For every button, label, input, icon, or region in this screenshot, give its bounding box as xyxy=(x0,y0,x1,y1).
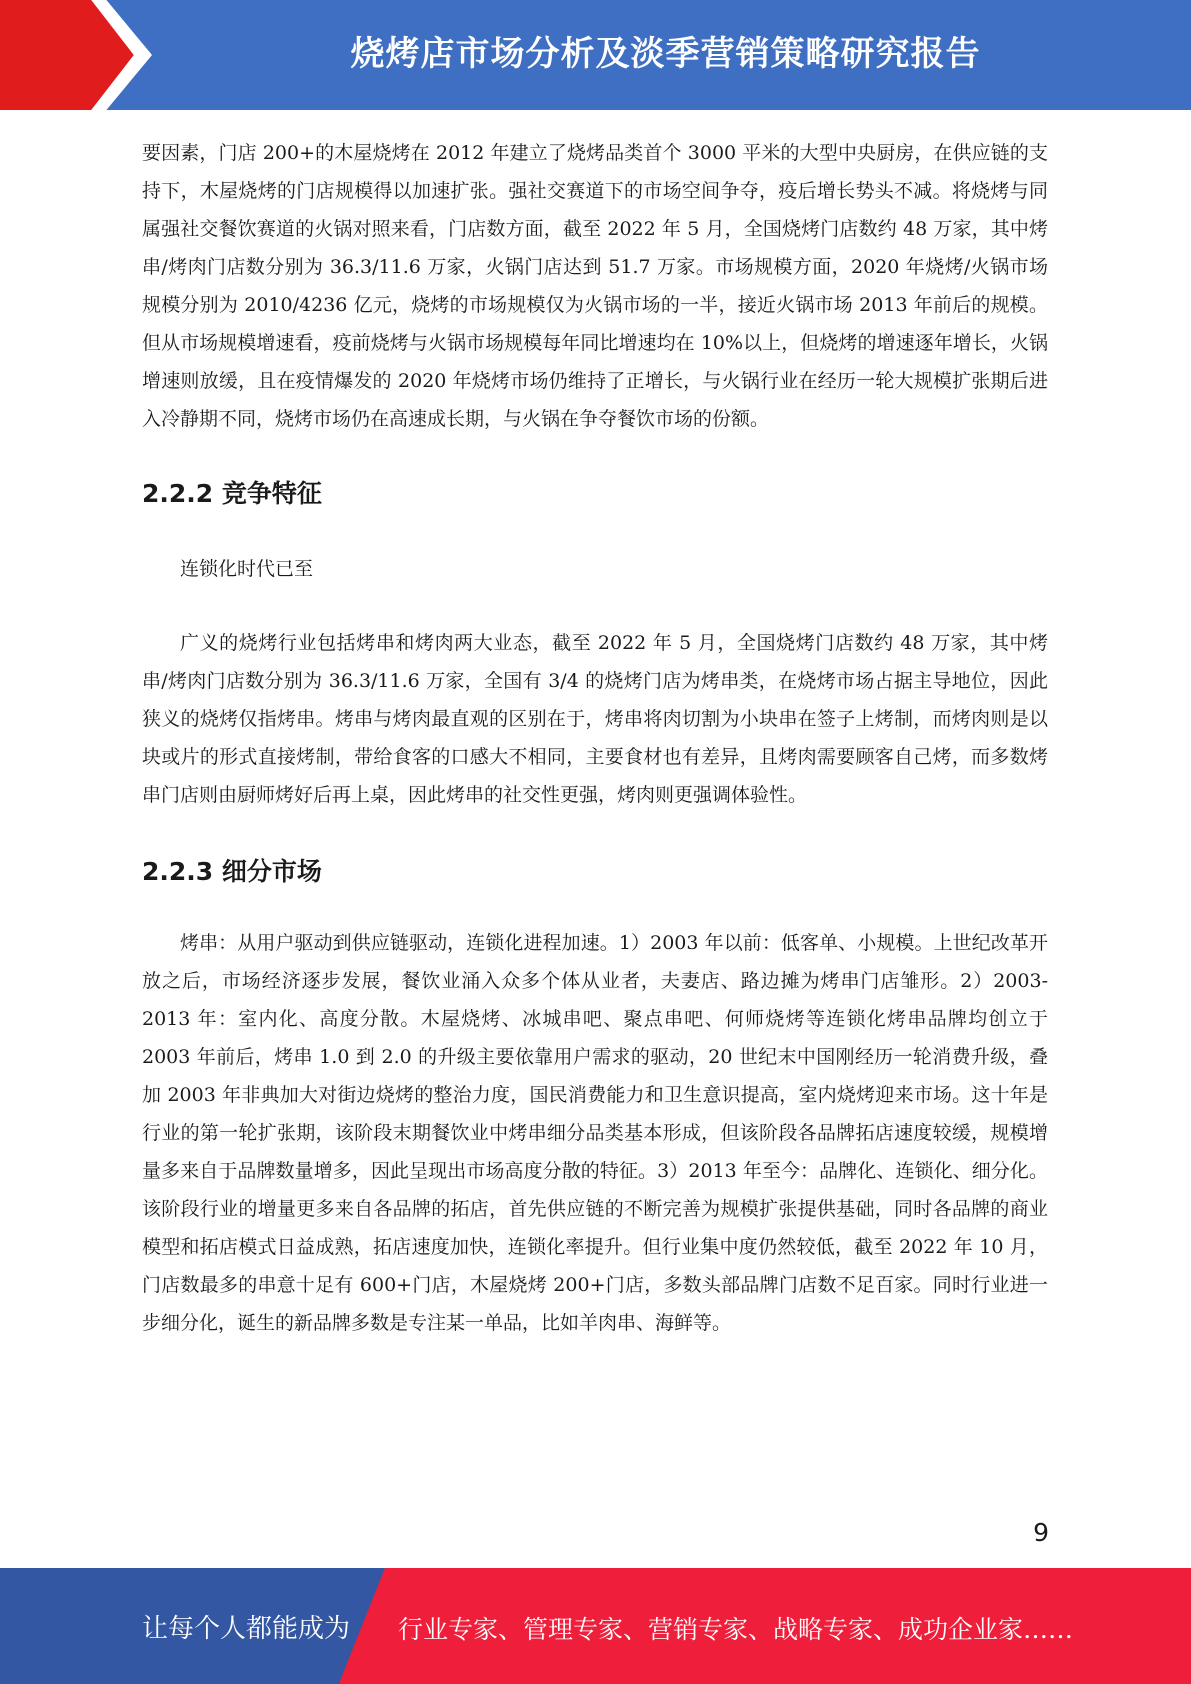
section-heading-2-2-3: 2.2.3 细分市场 xyxy=(142,857,322,886)
intro-paragraph: 要因素，门店 200+的木屋烧烤在 2012 年建立了烧烤品类首个 3000 平米的大型中央厨房，在供应链的支持下，木屋烧烤的门店规模得以加速扩张。强社交赛道下的市场空间争夺，疫后增长势头不减。将烧烤与同属强社交餐饮赛道的火锅对照来看，门店数方面，截至 2022 年 5 月，全国烧烤门店数约 48 万家，其中烤串/烤肉门店数分别为 36.3/11.6 万家，火锅门店达到 51.7 万家。市场规模方面，2020 年烧烤/火锅市场规模分别为 2010/4236 亿元，烧烤的市场规模仅为火锅市场的一半，接近火锅市场 2013 年前后的规模。但从市场规模增速看，疫前烧烤与火锅市场规模每年同比增速均在 10%以上，但烧烤的增速逐年增长，火锅增速则放缓，且在疫情爆发的 2020 年烧烤市场仍维持了正增长，与火锅行业在经历一轮大规模扩张期后进入冷静期不同，烧烤市场仍在高速成长期，与火锅在争夺餐饮市场的份额。 xyxy=(142,142,1048,430)
footer-slogan-roles: 行业专家、管理专家、营销专家、战略专家、成功企业家…… xyxy=(398,1615,1074,1644)
report-title: 烧烤店市场分析及淡季营销策略研究报告 xyxy=(350,34,981,74)
footer-slogan-lead: 让每个人都能成为 xyxy=(142,1614,351,1644)
section-lead: 连锁化时代已至 xyxy=(180,558,314,580)
competition-paragraph: 广义的烧烤行业包括烤串和烤肉两大业态，截至 2022 年 5 月，全国烧烤门店数约 48 万家，其中烤串/烤肉门店数分别为 36.3/11.6 万家，全国有 3/4 的烧烤门店为烤串类，在烧烤市场占据主导地位，因此狭义的烧烤仅指烤串。烤串与烤肉最直观的区别在于，烤串将肉切割为小块串在签子上烤制，而烤肉则是以块或片的形式直接烤制，带给食客的口感大不相同，主要食材也有差异，且烤肉需要顾客自己烤，而多数烤串门店则由厨师烤好后再上桌，因此烤串的社交性更强，烤肉则更强调体验性。 xyxy=(142,632,1048,806)
report-body xyxy=(142,134,1048,1342)
page-number: 9 xyxy=(1033,1518,1049,1547)
page-header xyxy=(0,0,1191,110)
segment-market-paragraph: 烤串：从用户驱动到供应链驱动，连锁化进程加速。1）2003 年以前：低客单、小规模。上世纪改革开放之后，市场经济逐步发展，餐饮业涌入众多个体从业者，夫妻店、路边摊为烤串门店雏形。2）2003-2013 年：室内化、高度分散。木屋烧烤、冰城串吧、聚点串吧、何师烧烤等连锁化烤串品牌均创立于 2003 年前后，烤串 1.0 到 2.0 的升级主要依靠用户需求的驱动，20 世纪末中国刚经历一轮消费升级，叠加 2003 年非典加大对街边烧烤的整治力度，国民消费能力和卫生意识提高，室内烧烤迎来市场。这十年是行业的第一轮扩张期，该阶段末期餐饮业中烤串细分品类基本形成，但该阶段各品牌拓店速度较缓，规模增量多来自于品牌数量增多，因此呈现出市场高度分散的特征。3）2013 年至今：品牌化、连锁化、细分化。该阶段行业的增量更多来自各品牌的拓店，首先供应链的不断完善为规模扩张提供基础，同时各品牌的商业模型和拓店模式日益成熟，拓店速度加快，连锁化率提升。但行业集中度仍然较低，截至 2022 年 10 月，门店数最多的串意十足有 600+门店，木屋烧烤 200+门店，多数头部品牌门店数不足百家。同时行业进一步细分化，诞生的新品牌多数是专注某一单品，比如羊肉串、海鲜等。 xyxy=(142,932,1048,1334)
page-footer xyxy=(0,1568,1191,1684)
section-heading-2-2-2: 2.2.2 竞争特征 xyxy=(142,479,322,508)
header-red-arrow xyxy=(0,0,150,110)
